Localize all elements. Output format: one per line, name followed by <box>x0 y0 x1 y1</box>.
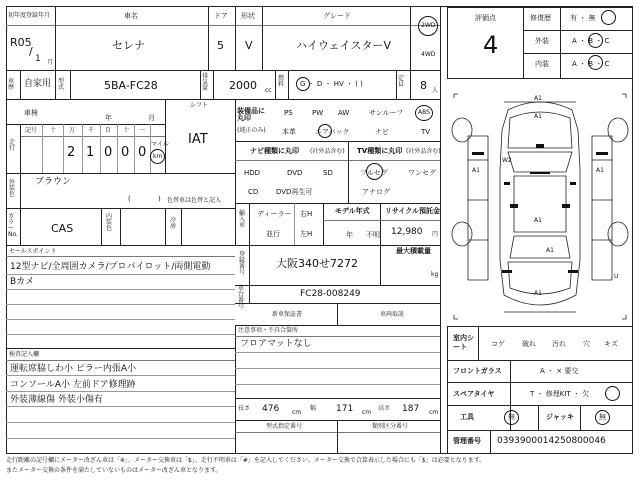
equip-item: ABS <box>418 109 430 116</box>
manual-desc: 車両取説 <box>380 311 405 318</box>
import-dealer: ディーラー <box>257 210 292 218</box>
door-count: 5 <box>217 39 224 52</box>
length-value: 476 <box>262 404 280 414</box>
tv-item: ワンセグ <box>408 169 436 177</box>
tv-item: アナログ <box>362 188 390 196</box>
shape-label: 形状 <box>241 12 255 20</box>
width-cm: cm <box>362 409 372 416</box>
digit-header: 十 <box>123 127 130 134</box>
damage-mark <box>568 270 578 273</box>
inspect-year: 年 <box>105 114 112 122</box>
km-unit: km <box>153 153 163 160</box>
selling-points-label: セールスポイント <box>9 248 57 255</box>
digit-header: 千 <box>88 127 95 134</box>
height-value: 187 <box>402 404 420 414</box>
mileage-digit: 1 <box>86 145 95 160</box>
recycle-yen: 円 <box>432 231 439 238</box>
mark-a1: A1 <box>534 113 542 120</box>
capacity-value: 8 <box>420 79 427 92</box>
color-value: ブラウン <box>35 177 72 187</box>
body-outline <box>500 102 580 305</box>
shift-label: シフト <box>190 102 209 109</box>
navi-sub: (社外品含む) <box>310 148 345 155</box>
damage-mark <box>530 172 550 174</box>
score-label: 評価点 <box>475 14 496 22</box>
left-side <box>468 136 488 280</box>
equip-item: エアバック <box>315 128 350 136</box>
mile-unit: マイル <box>151 141 169 148</box>
equip-item: PW <box>312 109 324 117</box>
spare-tire-label: スペアタイヤ <box>453 390 495 398</box>
model-year-label: モデル年式 <box>335 207 370 215</box>
shift-value: IAT <box>188 132 208 147</box>
caution-label: 注意事項・不具合箇所 <box>238 327 299 334</box>
spare-tire-options: T ・ 修理KIT ・ 欠 <box>530 390 590 398</box>
drive-4wd: 4WD <box>421 51 436 58</box>
mark-u: U <box>614 273 619 280</box>
disp-label: 排気量 <box>202 73 209 92</box>
first-reg-sep: / <box>29 45 33 58</box>
interior-b-circle <box>588 55 603 70</box>
selling-point-line: Bカメ <box>10 277 35 287</box>
rear-right-wheel <box>608 222 628 246</box>
front-glass-options: A ・ × 要交 <box>540 367 579 375</box>
damage-mark <box>472 152 484 155</box>
equip-subtitle: (純正のみ) <box>237 127 266 134</box>
shape-value: V <box>245 39 253 52</box>
width-label: 幅 <box>310 405 317 412</box>
category-number-label: 類別区分番号 <box>372 423 409 430</box>
jack-label: ジャッキ <box>546 413 574 421</box>
spare-missing-circle <box>605 386 620 401</box>
management-label: 管理番号 <box>453 437 481 445</box>
grade-value: ハイウェイスターV <box>296 39 391 52</box>
front-right-wheel <box>608 118 628 142</box>
repair-options: 有 ・ 無 <box>570 14 596 22</box>
damage-mark <box>510 204 518 208</box>
recycle-label: リサイクル預託金 <box>385 207 441 215</box>
person-unit: 人 <box>432 87 439 94</box>
length-label: 長さ <box>238 405 251 412</box>
footer-line: またメーター交換の条件を満たしていないものはメーター改ざん車となります。 <box>6 467 222 474</box>
inspect-label: 車検 <box>24 109 38 117</box>
door-label: ドア <box>214 12 228 20</box>
car-name-label: 車名 <box>124 12 138 20</box>
length-cm: cm <box>292 409 302 416</box>
front-left-wheel <box>452 118 472 142</box>
front-glass-label: フロントガラス <box>453 367 502 375</box>
width-value: 171 <box>336 404 354 414</box>
left-door-rear <box>468 200 488 240</box>
exterior-options: A ・ B ・ C <box>572 37 610 45</box>
color-note: 色替車は色替と記入 <box>167 197 222 204</box>
equip-item: TV <box>421 128 431 136</box>
month-unit: 月 <box>47 59 54 66</box>
car-name: セレナ <box>112 39 145 52</box>
damage-mark <box>504 182 510 185</box>
load-label: 最大積載量 <box>396 247 431 255</box>
right-door-rear <box>592 200 612 240</box>
interior-sheet-label: 室内シート <box>453 334 474 352</box>
mileage-digit: 0 <box>104 145 113 160</box>
interior-label: 内装 <box>535 60 549 68</box>
model-label: 型式 <box>58 78 65 91</box>
first-reg-label: 初年度登録年月 <box>8 12 51 19</box>
rear-left-wheel <box>452 222 472 246</box>
equip-item: サンルーフ <box>369 109 404 117</box>
use-value: 自家用 <box>24 79 52 89</box>
equip-item: PS <box>284 109 293 117</box>
displacement: 2000 <box>229 79 257 92</box>
repair-none-circle <box>601 10 616 25</box>
mark-a1: A1 <box>472 167 480 174</box>
jack-value: 無 <box>599 413 606 421</box>
color-key-value: CAS <box>51 222 74 235</box>
damage-mark <box>562 204 570 208</box>
right-side <box>592 136 612 280</box>
drive-2wd: 2WD <box>421 22 436 29</box>
navi-item: DVD再生可 <box>276 188 313 196</box>
equip-item: 本革 <box>282 128 296 136</box>
rear-glass <box>510 236 570 258</box>
damage-mark <box>596 152 608 155</box>
import-right: 右H <box>300 210 313 218</box>
inspect-month: 月 <box>148 114 155 122</box>
manual-label: 新車保証書 <box>272 311 303 318</box>
height-label: 高さ <box>378 405 391 412</box>
inspector-line: 運転席脇しわ小 ピラー内張A小 <box>10 364 137 374</box>
type-number-label: 型式指定番号 <box>266 423 303 430</box>
reg-no-label: 登録番号 <box>239 251 246 276</box>
navi-title: ナビ種類に丸印 <box>250 147 299 155</box>
import-left: 左H <box>300 230 313 238</box>
color-key-label: カラー No. <box>8 213 18 238</box>
caution-value: フロアマットなし <box>240 339 312 349</box>
sheet-item: 穴 <box>583 340 590 348</box>
first-reg-year: R05 <box>10 36 32 49</box>
sheet-item: 破れ <box>522 340 536 348</box>
digit-header: 一 <box>139 127 146 134</box>
mark-a1: A1 <box>546 247 554 254</box>
chassis-label: 車台番号 <box>238 285 245 310</box>
fuel-options: G ・ D ・ HV ・ ( ) <box>300 80 363 88</box>
sheet-item: コゲ <box>491 340 505 348</box>
exterior-label: 外装 <box>535 37 549 45</box>
import-label: 輸入車 <box>239 210 246 229</box>
equip-item: ナビ <box>375 128 389 136</box>
color-label: 外装色 <box>9 179 16 198</box>
footer-line: 走行距離の記号欄にメーター改ざん車は「※」、メーター交換車は「$」、走行不明車は「#」を記入してください。メーター交換で合算表示した場合にも「$」は必要となります。 <box>6 457 486 464</box>
car-damage-diagram <box>448 90 632 325</box>
interior-options: A ・ B ・ C <box>572 60 610 68</box>
digit-header: 記号 <box>25 127 38 134</box>
navi-item: CD <box>248 188 259 196</box>
navi-item: HDD <box>244 169 261 177</box>
height-cm: cm <box>429 409 439 416</box>
exterior-b-circle <box>588 33 603 48</box>
equip-item: AW <box>338 109 350 117</box>
windshield <box>508 152 572 172</box>
sheet-item: 汚れ <box>552 340 566 348</box>
chassis-value: FC28-008249 <box>300 289 361 299</box>
sheet-item: キズ <box>604 340 618 348</box>
inspector-label: 検査記入欄 <box>9 351 40 358</box>
damage-mark <box>502 270 512 273</box>
mark-a1: A1 <box>534 217 542 224</box>
damage-mark <box>570 182 576 185</box>
selling-point-line: 12型ナビ/全周囲カメラ/プロパイロット/両側電動 <box>10 262 211 272</box>
tools-label: 工具 <box>460 413 474 421</box>
tv-item: フルセグ <box>360 169 388 177</box>
inspector-line: 外装薄線傷 外装小傷有 <box>10 395 103 405</box>
management-value: 0393900014250800046 <box>497 436 606 446</box>
tools-value: 無 <box>508 413 515 421</box>
ac-label: 冷房 <box>170 217 177 230</box>
digit-header: 十 <box>50 127 57 134</box>
mark-a1: A1 <box>534 290 542 297</box>
mark-a1: A1 <box>596 167 604 174</box>
mileage-digit: 2 <box>67 145 76 160</box>
score-value: 4 <box>483 31 499 59</box>
capacity-label: 定員 <box>398 75 405 88</box>
model-year-unit: 年 <box>346 231 353 239</box>
damage-mark <box>536 144 544 148</box>
mileage-digit: 0 <box>138 145 147 160</box>
mileage-label: 走行 <box>9 139 16 152</box>
navi-item: DVD <box>287 169 303 177</box>
mark-w2: W2 <box>502 157 512 164</box>
color-paren-close: ) <box>158 195 161 203</box>
color-paren-open: ( <box>128 195 131 203</box>
mileage-digit: 0 <box>121 145 130 160</box>
model-year-unknown: 不明 <box>366 231 380 239</box>
tv-title: TV種類に丸印 <box>357 147 403 155</box>
tv-sub: (社外品含む) <box>406 148 441 155</box>
reg-no-value: 大阪340せ7272 <box>276 257 358 270</box>
load-kg: kg <box>431 271 439 278</box>
digit-header: 万 <box>69 127 76 134</box>
grade-label: グレード <box>323 12 351 20</box>
recycle-value: 12,980 <box>391 227 423 237</box>
repair-label: 修復歴 <box>530 14 551 22</box>
int-color-label: 内装色 <box>106 213 113 232</box>
import-parallel: 並行 <box>266 230 280 238</box>
inspector-line: コンソールA小 左前ドア修理跡 <box>10 380 136 390</box>
navi-item: SD <box>323 169 333 177</box>
first-reg-month: 1 <box>35 54 41 64</box>
reg-label: 車歴 <box>8 78 15 91</box>
fuel-label: 燃料 <box>278 75 285 88</box>
equip-title: 装備品に丸印 <box>237 107 265 122</box>
cc-unit: cc <box>265 87 272 94</box>
mark-a1: A1 <box>534 95 542 102</box>
model-code: 5BA-FC28 <box>104 79 158 92</box>
digit-header: 百 <box>105 127 112 134</box>
